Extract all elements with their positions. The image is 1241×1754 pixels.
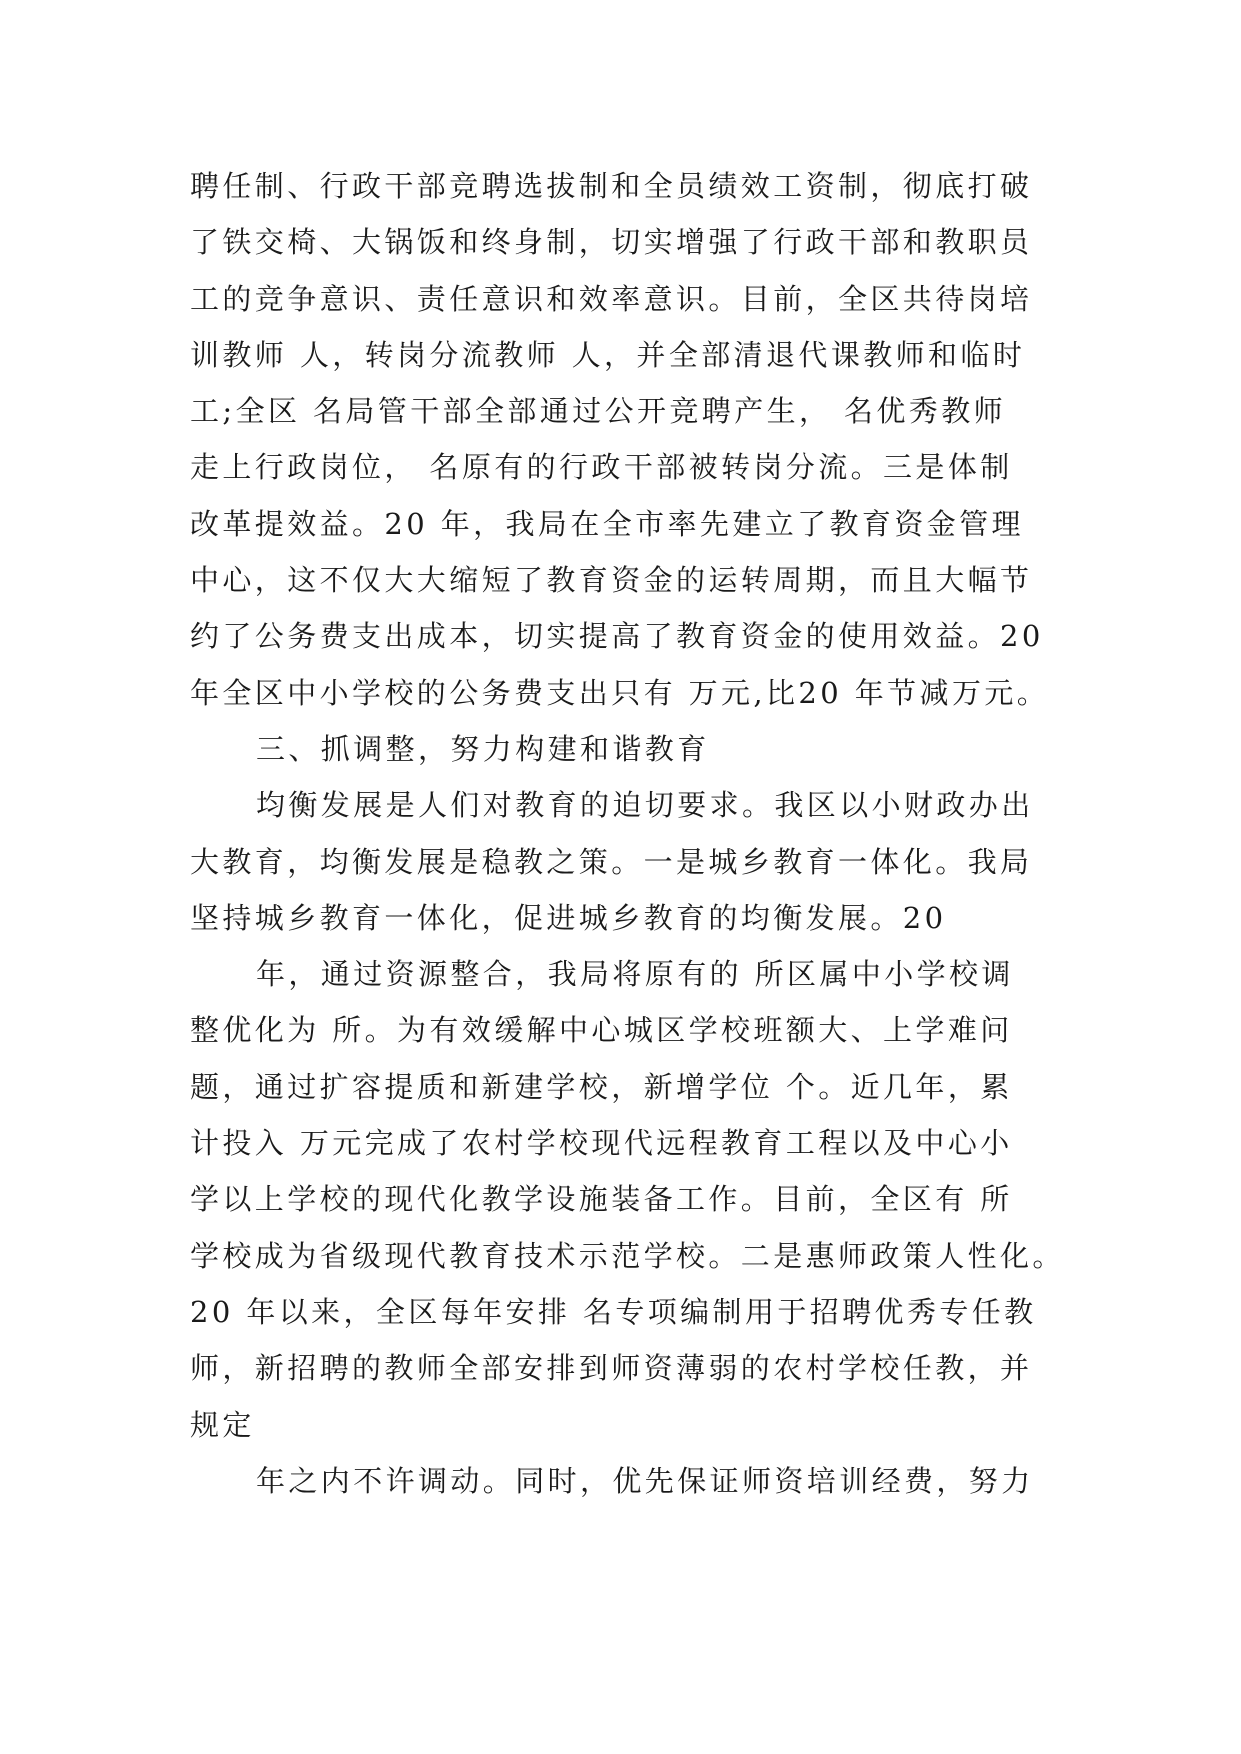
text-line: 工;全区 名局管干部全部通过公开竞聘产生， 名优秀教师 bbox=[190, 394, 1007, 429]
text-line: 中心，这不仅大大缩短了教育资金的运转周期，而且大幅节 bbox=[190, 563, 1033, 598]
text-line: 题，通过扩容提质和新建学校，新增学位 个。近几年，累 bbox=[190, 1069, 1013, 1104]
text-line: 了铁交椅、大锅饭和终身制，切实增强了行政干部和教职员 bbox=[190, 225, 1033, 260]
body-text bbox=[190, 158, 1070, 1509]
text-line: 约了公务费支出成本，切实提高了教育资金的使用效益。20 bbox=[190, 619, 1044, 654]
text-line: 年全区中小学校的公务费支出只有 万元,比20 年节减万元。 bbox=[190, 675, 1050, 710]
text-line: 规定 bbox=[190, 1407, 255, 1442]
text-line: 工的竞争意识、责任意识和效率意识。目前，全区共待岗培 bbox=[190, 281, 1033, 316]
text-line: 学校成为省级现代教育技术示范学校。二是惠师政策人性化。 bbox=[190, 1238, 1065, 1273]
text-line: 训教师 人，转岗分流教师 人，并全部清退代课教师和临时 bbox=[190, 337, 1026, 372]
text-line: 20 年以来，全区每年安排 名专项编制用于招聘优秀专任教 bbox=[190, 1294, 1037, 1329]
text-line: 大教育，均衡发展是稳教之策。一是城乡教育一体化。我局 bbox=[190, 844, 1033, 879]
section-heading: 三、抓调整，努力构建和谐教育 bbox=[256, 731, 710, 766]
text-line: 改革提效益。20 年，我局在全市率先建立了教育资金管理 bbox=[190, 506, 1024, 541]
text-line: 坚持城乡教育一体化，促进城乡教育的均衡发展。20 bbox=[190, 900, 947, 935]
text-line: 学以上学校的现代化教学设施装备工作。目前，全区有 所 bbox=[190, 1182, 1013, 1217]
paragraph-first-line: 年，通过资源整合，我局将原有的 所区属中小学校调 bbox=[256, 957, 1014, 992]
text-line: 计投入 万元完成了农村学校现代远程教育工程以及中心小 bbox=[190, 1126, 1013, 1161]
paragraph-first-line: 均衡发展是人们对教育的迫切要求。我区以小财政办出 bbox=[256, 788, 1034, 823]
paragraph-first-line: 年之内不许调动。同时，优先保证师资培训经费，努力 bbox=[256, 1463, 1034, 1498]
text-line: 走上行政岗位， 名原有的行政干部被转岗分流。三是体制 bbox=[190, 450, 1013, 485]
text-line: 聘任制、行政干部竞聘选拔制和全员绩效工资制，彻底打破 bbox=[190, 169, 1033, 203]
text-line: 师，新招聘的教师全部安排到师资薄弱的农村学校任教，并 bbox=[190, 1351, 1033, 1386]
text-line: 整优化为 所。为有效缓解中心城区学校班额大、上学难问 bbox=[190, 1013, 1013, 1048]
